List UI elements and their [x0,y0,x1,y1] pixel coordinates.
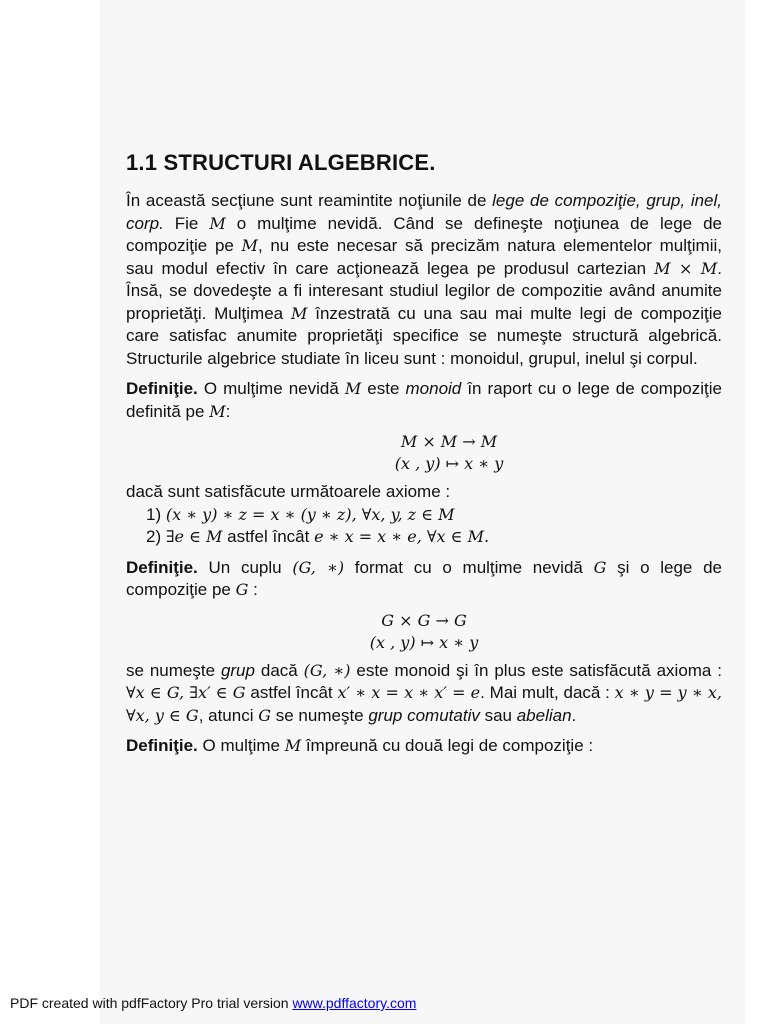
text: , nu este necesar să precizăm natura elementelor mulţimii, sau modul efectiv în care acţionează legea pe produsul cartezian [126,236,722,278]
formula-line: (x , y) ↦ x ∗ y [369,632,479,652]
text: înzestrată cu una sau mai multe legi de compoziţie care satisfac anumite proprietăţi specifice se numeşte structură algebrică. Structurile algebrice studiate în liceu sunt : monoidul, grupul, inelul şi corpul. [126,303,722,368]
text: O mulţime [197,736,285,755]
definition-label: Definiţie. [126,736,198,755]
math: M [241,236,258,255]
italic-term: lege de compoziţie, grup, inel, corp. [126,191,723,233]
text: . Însă, se dovedeşte a fi interesant studiul legilor de compozitie având anumite proprietăţi. Mulţimea [126,258,722,323]
italic-term: monoid [405,379,462,398]
text: dacă [254,660,304,680]
formula-line: (x , y) ↦ x ∗ y [394,454,504,473]
italic-term: abelian [516,705,572,725]
text: astfel încât [222,527,315,546]
text: împreună cu două legi de compoziţie : [301,736,594,755]
text: . [571,705,577,725]
math: M [344,379,362,398]
math: M [209,401,226,421]
text: în raport cu o lege de compoziţie definită pe [126,379,722,421]
text: este monoid şi în plus este satisfăcută axioma : [350,660,723,680]
text: O mulţime nevidă [197,379,345,398]
text: Un cuplu [197,557,293,577]
axiom-number: 2) [146,527,166,546]
text: , atunci [198,705,259,725]
section-heading: 1.1 STRUCTURI ALGEBRICE. [126,150,436,175]
math: (G, ∗) [303,660,351,680]
math: ∃e ∈ M [165,527,223,546]
math: x′ ∗ x = x ∗ x′ = e [337,683,481,702]
axiom-2 [126,526,722,549]
text: se numeşte [126,660,221,680]
math: e ∗ x = x ∗ e, ∀x ∈ M. [314,527,490,546]
text: este [361,379,406,398]
text: . Mai mult, dacă : [480,683,615,702]
text: : [225,401,231,421]
pdffactory-link[interactable]: www.pdffactory.com [292,995,417,1011]
math: G [593,557,607,577]
definition-group [126,557,722,602]
page-content [126,148,722,758]
math: (x ∗ y) ∗ z = x ∗ (y ∗ z), ∀x, y, z ∈ M [165,504,455,524]
math: G [235,580,249,599]
text: astfel încât [245,683,338,702]
text: În această secţiune sunt reamintite noţiunile de [126,191,493,210]
footer-text: PDF created with pdfFactory Pro trial version [10,995,293,1011]
definition-ring [126,735,722,758]
text: format cu o mulţime nevidă [344,557,594,577]
math: x ∗ y = y ∗ x, ∀x, y ∈ G [126,683,722,725]
formula-line: G × G → G [381,610,467,630]
math: M × M [654,258,718,278]
math: M [290,303,308,323]
text: şi o lege de compoziţie pe [126,557,723,599]
text: Fie [163,213,210,233]
text: o mulţime nevidă. Când se defineşte noţiunea de lege de compoziţie pe [126,213,723,255]
intro-paragraph [126,190,722,370]
math: (G, ∗) [292,557,345,577]
math: ∀x ∈ G, ∃x′ ∈ G [126,683,246,702]
formula-line: M × M → M [400,432,498,451]
group-paragraph [126,660,722,728]
definition-label: Definiţie. [126,379,198,398]
pdf-footer [10,995,416,1011]
text: : [248,580,258,599]
italic-term: grup comutativ [368,705,480,725]
definition-monoid [126,378,722,423]
text: sau [479,705,517,725]
text: se numeşte [271,705,369,725]
italic-term: grup [220,660,255,680]
math: G [258,705,272,725]
axioms-intro: dacă sunt satisfăcute următoarele axiome : [126,482,451,501]
definition-label: Definiţie. [126,557,198,577]
formula-group [126,610,722,654]
axiom-1 [126,504,722,527]
axiom-number: 1) [146,504,166,524]
formula-monoid [126,431,722,475]
math: M [209,213,226,233]
math: M [284,736,302,755]
